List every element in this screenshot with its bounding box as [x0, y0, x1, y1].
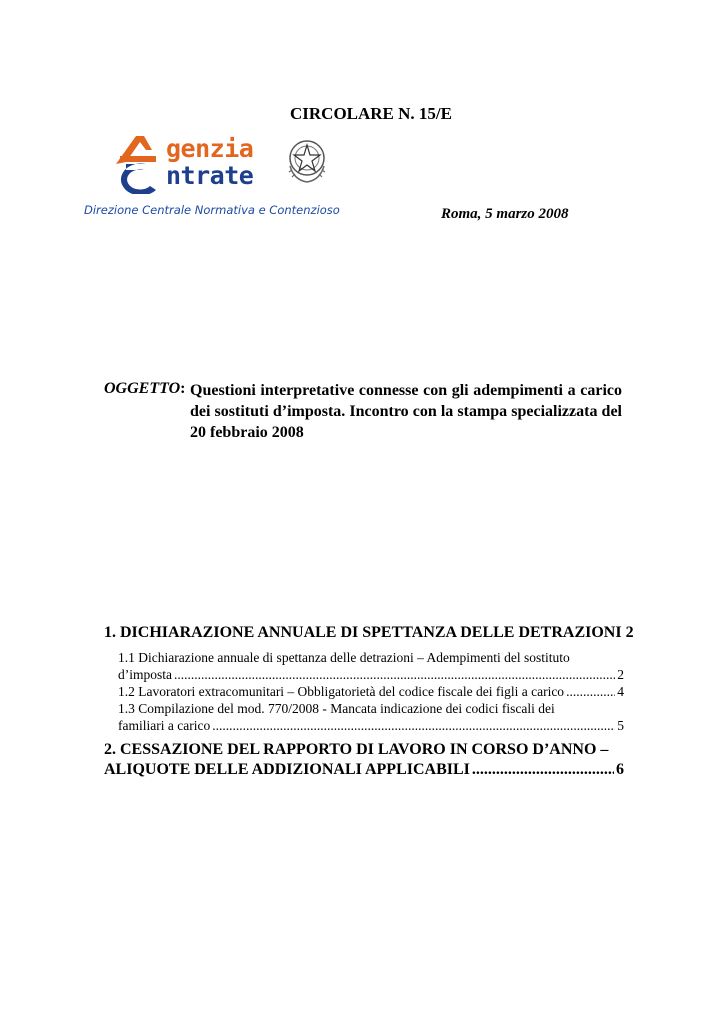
- toc-page-number: 2: [617, 667, 624, 682]
- toc-section-2[interactable]: [104, 740, 624, 780]
- toc-leader-dots: [472, 760, 614, 780]
- italian-republic-emblem-icon: [284, 136, 330, 186]
- toc-subsection-1-2[interactable]: [104, 683, 624, 700]
- oggetto-text: [190, 380, 622, 443]
- toc-subsection-1-1[interactable]: [104, 649, 624, 683]
- toc-entry-text: 1.3 Compilazione del mod. 770/2008 - Mancata indicazione dei codici fiscali dei: [118, 701, 555, 716]
- table-of-contents: [104, 623, 634, 780]
- toc-page-number: 4: [617, 684, 624, 699]
- toc-entry-text: familiari a carico: [118, 718, 211, 733]
- oggetto-label: OGGETTO:: [104, 380, 186, 397]
- toc-entry-text: 1.1 Dichiarazione annuale di spettanza delle detrazioni – Adempimenti del sostituto: [118, 650, 570, 665]
- toc-entry-text: 1.2 Lavoratori extracomunitari – Obbligatorietà del codice fiscale dei figli a carico: [118, 684, 565, 699]
- oggetto-line: Questioni interpretative connesse con gli adempimenti a carico: [190, 382, 622, 399]
- toc-leader-dots: [174, 666, 615, 683]
- toc-entry-text: ALIQUOTE DELLE ADDIZIONALI APPLICABILI: [104, 761, 470, 778]
- toc-leader-dots: [566, 683, 615, 700]
- toc-entry-text: 2. CESSAZIONE DEL RAPPORTO DI LAVORO IN CORSO D’ANNO –: [104, 741, 609, 758]
- agenzia-entrate-logo: [112, 134, 332, 196]
- circolare-title: CIRCOLARE N. 15/E: [290, 104, 452, 123]
- oggetto-line: dei sostituti d’imposta. Incontro con la stampa specializzata del: [190, 403, 622, 420]
- toc-subsection-1-3[interactable]: [104, 700, 624, 734]
- direzione-label: Direzione Centrale Normativa e Contenzioso: [84, 203, 340, 217]
- toc-leader-dots: [212, 717, 615, 734]
- logo-text-genzia: genzia: [166, 134, 254, 163]
- toc-page-number: 6: [616, 761, 624, 778]
- toc-section-1[interactable]: 1. DICHIARAZIONE ANNUALE DI SPETTANZA DELLE DETRAZIONI 2: [104, 624, 634, 641]
- oggetto-line: 20 febbraio 2008: [190, 424, 304, 441]
- toc-entry-text: d’imposta: [118, 667, 172, 682]
- logo-text-ntrate: ntrate: [166, 161, 254, 190]
- date-place: Roma, 5 marzo 2008: [441, 206, 569, 222]
- toc-page-number: 5: [617, 718, 624, 733]
- toc-page-number: 2: [625, 624, 634, 641]
